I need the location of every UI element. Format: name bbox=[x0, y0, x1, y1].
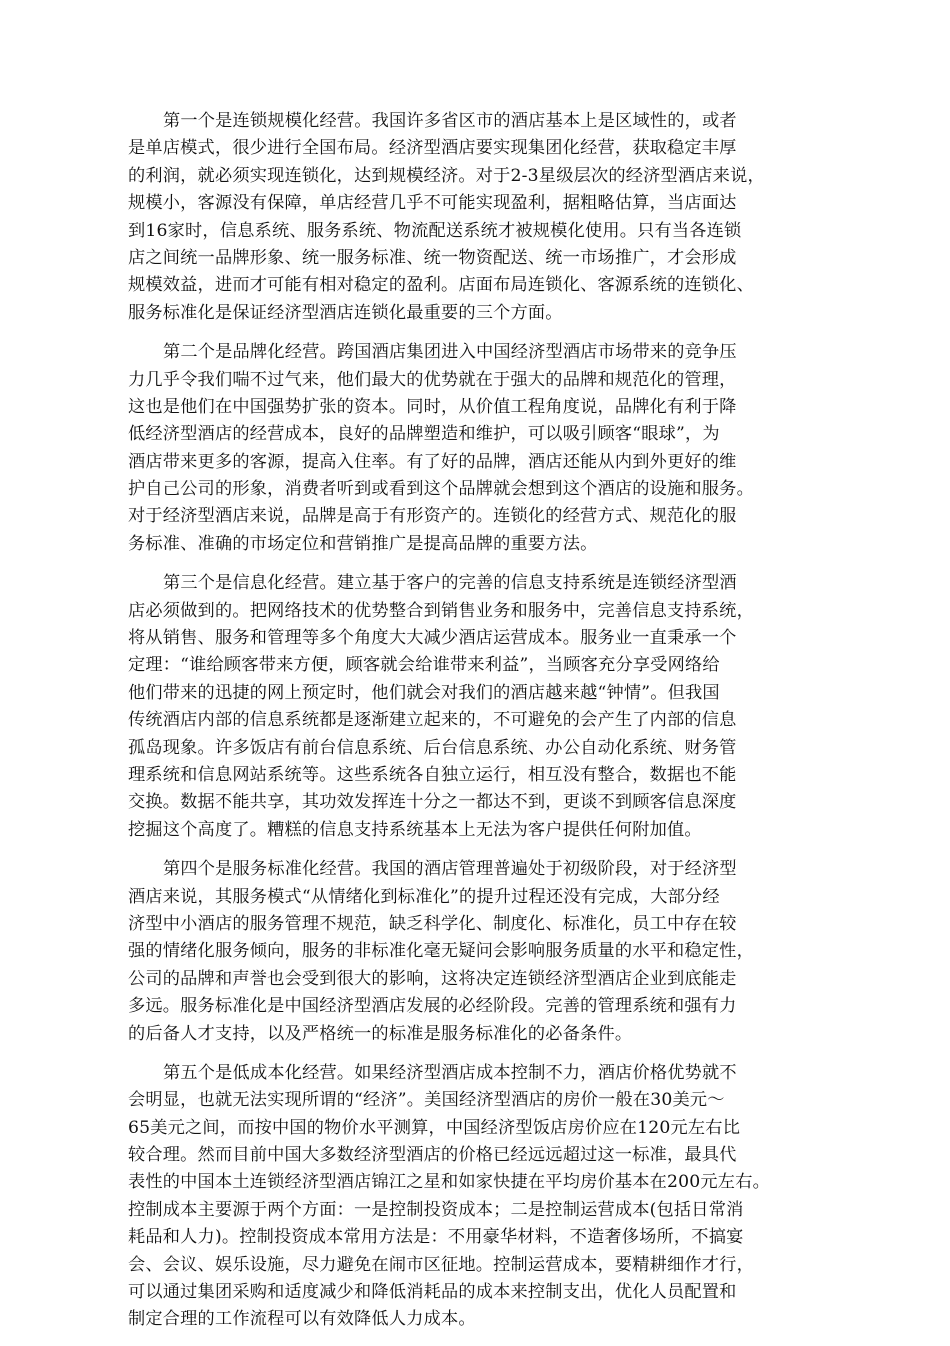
text-line: 他们带来的迅捷的网上预定时，他们就会对我们的酒店越来越“钟情”。但我国 bbox=[128, 682, 720, 703]
text-line: 耗品和人力)。控制投资成本常用方法是：不用豪华材料，不造奢侈场所，不搞宴 bbox=[128, 1227, 744, 1248]
text-line: 制定合理的工作流程可以有效降低人力成本。 bbox=[128, 1309, 476, 1330]
text-line: 规模效益，进而才可能有相对稳定的盈利。店面布局连锁化、客源系统的连锁化、 bbox=[128, 275, 754, 296]
text-line: 酒店带来更多的客源，提高入住率。有了好的品牌，酒店还能从内到外更好的维 bbox=[128, 451, 737, 472]
text-line: 这也是他们在中国强势扩张的资本。同时，从价值工程角度说，品牌化有利于降 bbox=[128, 396, 737, 417]
text-line: 第五个是低成本化经营。如果经济型酒店成本控制不力，酒店价格优势就不 bbox=[163, 1062, 737, 1083]
text-line: 的利润，就必须实现连锁化，达到规模经济。对于2-3星级层次的经济型酒店来说， bbox=[128, 165, 765, 186]
text-line: 济型中小酒店的服务管理不规范，缺乏科学化、制度化、标准化，员工中存在较 bbox=[128, 913, 737, 934]
text-line: 孤岛现象。许多饭店有前台信息系统、后台信息系统、办公自动化系统、财务管 bbox=[128, 737, 737, 758]
text-line: 第二个是品牌化经营。跨国酒店集团进入中国经济型酒店市场带来的竞争压 bbox=[163, 342, 737, 363]
text-line: 店必须做到的。把网络技术的优势整合到销售业务和服务中，完善信息支持系统， bbox=[128, 600, 754, 621]
text-line: 多远。服务标准化是中国经济型酒店发展的必经阶段。完善的管理系统和强有力 bbox=[128, 996, 737, 1017]
text-line: 是单店模式，很少进行全国布局。经济型酒店要实现集团化经营，获取稳定丰厚 bbox=[128, 138, 737, 159]
text-line: 较合理。然而目前中国大多数经济型酒店的价格已经远远超过这一标准，最具代 bbox=[128, 1145, 737, 1166]
text-line: 会明显，也就无法实现所谓的“经济”。美国经济型酒店的房价一般在30美元～ bbox=[128, 1090, 725, 1111]
paragraph-chain-operation bbox=[128, 108, 828, 327]
text-line: 酒店来说，其服务模式“从情绪化到标准化”的提升过程还没有完成，大部分经 bbox=[128, 886, 720, 907]
text-line: 控制成本主要源于两个方面：一是控制投资成本；二是控制运营成本(包括日常消 bbox=[128, 1199, 744, 1220]
text-line: 服务标准化是保证经济型酒店连锁化最重要的三个方面。 bbox=[128, 302, 563, 323]
text-line: 定理：“谁给顾客带来方便，顾客就会给谁带来利益”，当顾客充分享受网络给 bbox=[128, 655, 720, 676]
text-line: 公司的品牌和声誉也会受到很大的影响，这将决定连锁经济型酒店企业到底能走 bbox=[128, 968, 737, 989]
text-line: 理系统和信息网站系统等。这些系统各自独立运行，相互没有整合，数据也不能 bbox=[128, 764, 737, 785]
text-line: 交换。数据不能共享，其功效发挥连十分之一都达不到，更谈不到顾客信息深度 bbox=[128, 792, 737, 813]
text-line: 将从销售、服务和管理等多个角度大大减少酒店运营成本。服务业一直秉承一个 bbox=[128, 628, 737, 649]
paragraph-low-cost-operation bbox=[128, 1060, 828, 1334]
text-line: 务标准、准确的市场定位和营销推广是提高品牌的重要方法。 bbox=[128, 533, 598, 554]
text-line: 店之间统一品牌形象、统一服务标准、统一物资配送、统一市场推广，才会形成 bbox=[128, 247, 737, 268]
text-line: 可以通过集团采购和适度减少和降低消耗品的成本来控制支出，优化人员配置和 bbox=[128, 1282, 737, 1303]
text-line: 65美元之间，而按中国的物价水平测算，中国经济型饭店房价应在120元左右比 bbox=[128, 1117, 741, 1138]
text-line: 第一个是连锁规模化经营。我国许多省区市的酒店基本上是区域性的，或者 bbox=[163, 111, 737, 131]
text-line: 低经济型酒店的经营成本，良好的品牌塑造和维护，可以吸引顾客“眼球”，为 bbox=[128, 424, 720, 445]
text-line: 强的情绪化服务倾向，服务的非标准化毫无疑问会影响服务质量的水平和稳定性， bbox=[128, 941, 754, 962]
text-line: 规模小，客源没有保障，单店经营几乎不可能实现盈利，据粗略估算，当店面达 bbox=[128, 193, 737, 214]
paragraph-service-standardization bbox=[128, 856, 828, 1048]
text-line: 第三个是信息化经营。建立基于客户的完善的信息支持系统是连锁经济型酒 bbox=[163, 573, 737, 594]
text-line: 挖掘这个高度了。糟糕的信息支持系统基本上无法为客户提供任何附加值。 bbox=[128, 819, 702, 840]
text-line: 的后备人才支持，以及严格统一的标准是服务标准化的必备条件。 bbox=[128, 1023, 633, 1044]
paragraph-information-operation bbox=[128, 570, 828, 844]
document-page bbox=[128, 108, 828, 1346]
text-line: 表性的中国本土连锁经济型酒店锦江之星和如家快捷在平均房价基本在200元左右。 bbox=[128, 1172, 770, 1193]
text-line: 对于经济型酒店来说，品牌是高于有形资产的。连锁化的经营方式、规范化的服 bbox=[128, 506, 737, 527]
text-line: 到16家时，信息系统、服务系统、物流配送系统才被规模化使用。只有当各连锁 bbox=[128, 220, 742, 241]
text-line: 会、会议、娱乐设施，尽力避免在闹市区征地。控制运营成本，要精耕细作才行， bbox=[128, 1254, 754, 1275]
paragraph-brand-operation bbox=[128, 339, 828, 558]
text-line: 传统酒店内部的信息系统都是逐渐建立起来的，不可避免的会产生了内部的信息 bbox=[128, 710, 737, 731]
text-line: 第四个是服务标准化经营。我国的酒店管理普遍处于初级阶段，对于经济型 bbox=[163, 859, 737, 880]
text-line: 力几乎令我们喘不过气来，他们最大的优势就在于强大的品牌和规范化的管理， bbox=[128, 369, 737, 390]
text-line: 护自己公司的形象，消费者听到或看到这个品牌就会想到这个酒店的设施和服务。 bbox=[128, 479, 754, 500]
